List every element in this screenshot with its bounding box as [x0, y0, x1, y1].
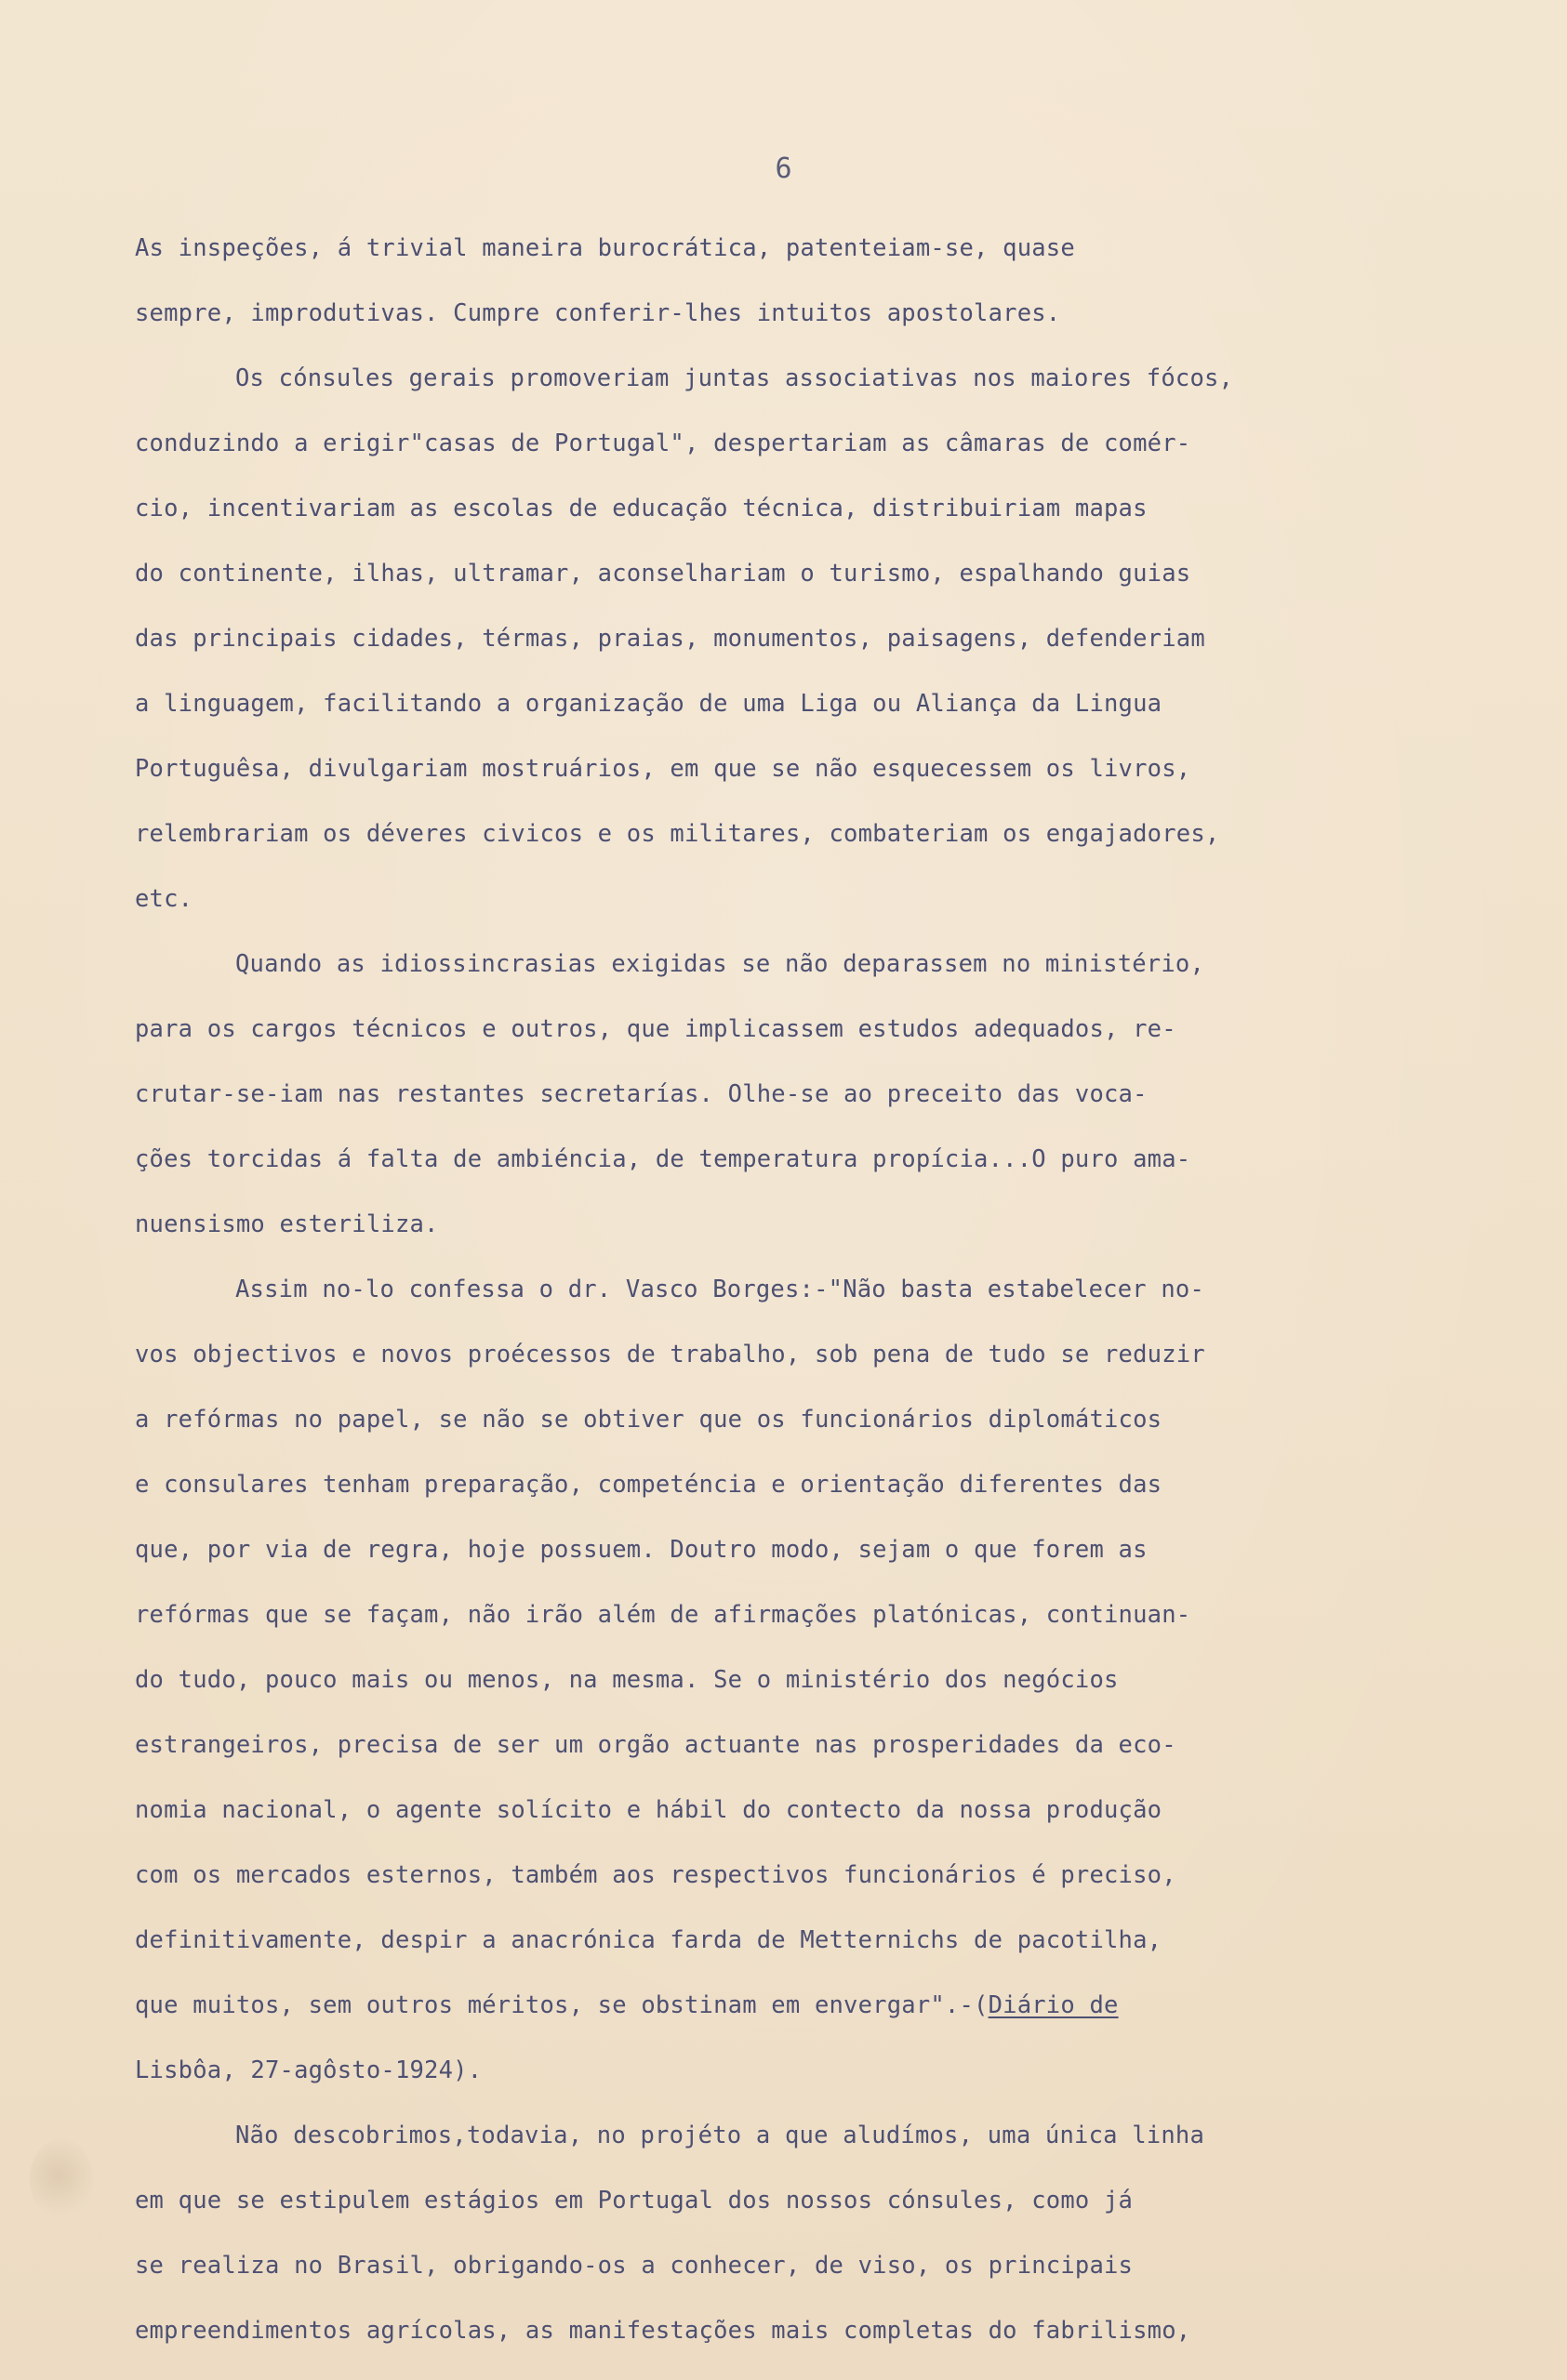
text-line: Os cónsules gerais promoveriam juntas associativas nos maiores fócos, [235, 364, 1234, 392]
text-line: para os cargos técnicos e outros, que implicassem estudos adequados, re- [135, 1015, 1176, 1043]
text-line: que, por via de regra, hoje possuem. Doutro modo, sejam o que forem as [135, 1536, 1148, 1564]
page-number: 6 [775, 152, 792, 185]
text-line: ções torcidas á falta de ambiéncia, de temperatura propícia...O puro ama- [135, 1145, 1191, 1173]
text-line: das principais cidades, térmas, praias, monumentos, paisagens, defenderiam [135, 625, 1205, 653]
text-line: Quando as idiossincrasias exigidas se não deparassem no ministério, [235, 950, 1205, 978]
text-line: relembrariam os déveres civicos e os militares, combateriam os engajadores, [135, 820, 1220, 848]
document-body [135, 216, 1502, 2363]
text-line: a refórmas no papel, se não se obtiver que os funcionários diplomáticos [135, 1406, 1162, 1434]
text-line: nomia nacional, o agente solícito e hábil do contecto da nossa produção [135, 1796, 1162, 1824]
text-line: Lisbôa, 27-agôsto-1924). [135, 2056, 483, 2084]
text-line: Assim no-lo confessa o dr. Vasco Borges:-"Não basta estabelecer no- [235, 1276, 1205, 1303]
text-line: Portuguêsa, divulgariam mostruários, em que se não esquecessem os livros, [135, 755, 1191, 783]
text-line: se realiza no Brasil, obrigando-os a conhecer, de viso, os principais [135, 2252, 1134, 2280]
text-line: definitivamente, despir a anacrónica farda de Metternichs de pacotilha, [135, 1926, 1162, 1954]
text-line: do continente, ilhas, ultramar, aconselhariam o turismo, espalhando guias [135, 560, 1191, 588]
text-line: conduzindo a erigir"casas de Portugal", despertariam as câmaras de comér- [135, 430, 1191, 457]
text-line: Não descobrimos,todavia, no projéto a que aludímos, uma única linha [235, 2122, 1205, 2149]
text-line: com os mercados esternos, também aos respectivos funcionários é preciso, [135, 1861, 1176, 1889]
text-line: refórmas que se façam, não irão além de afirmações platónicas, continuan- [135, 1601, 1191, 1629]
text-line: estrangeiros, precisa de ser um orgão actuante nas prosperidades da eco- [135, 1731, 1176, 1759]
text-line: nuensismo esteriliza. [135, 1210, 439, 1238]
text-line [135, 1973, 1502, 2038]
text-line: crutar-se-iam nas restantes secretarías. Olhe-se ao preceito das voca- [135, 1080, 1148, 1108]
citation-title: Diário de [988, 1991, 1119, 2019]
text-line: etc. [135, 885, 193, 913]
text-line: sempre, improdutivas. Cumpre conferir-lhes intuitos apostolares. [135, 299, 1061, 327]
text-line: em que se estipulem estágios em Portugal dos nossos cónsules, como já [135, 2187, 1134, 2215]
text-line: As inspeções, á trivial maneira burocrática, patenteiam-se, quase [135, 234, 1075, 262]
text-line: do tudo, pouco mais ou menos, na mesma. Se o ministério dos negócios [135, 1666, 1119, 1694]
text-line: a linguagem, facilitando a organização de uma Liga ou Aliança da Lingua [135, 690, 1162, 718]
text-line: vos objectivos e novos proécessos de trabalho, sob pena de tudo se reduzir [135, 1341, 1205, 1368]
text-line: e consulares tenham preparação, competéncia e orientação diferentes das [135, 1471, 1162, 1499]
text-line: empreendimentos agrícolas, as manifestações mais completas do fabrilismo, [135, 2317, 1191, 2345]
text-fragment: que muitos, sem outros méritos, se obstinam em envergar".-( [135, 1991, 989, 2019]
paper-stain [30, 2138, 93, 2220]
text-line: cio, incentivariam as escolas de educação técnica, distribuiriam mapas [135, 495, 1148, 522]
